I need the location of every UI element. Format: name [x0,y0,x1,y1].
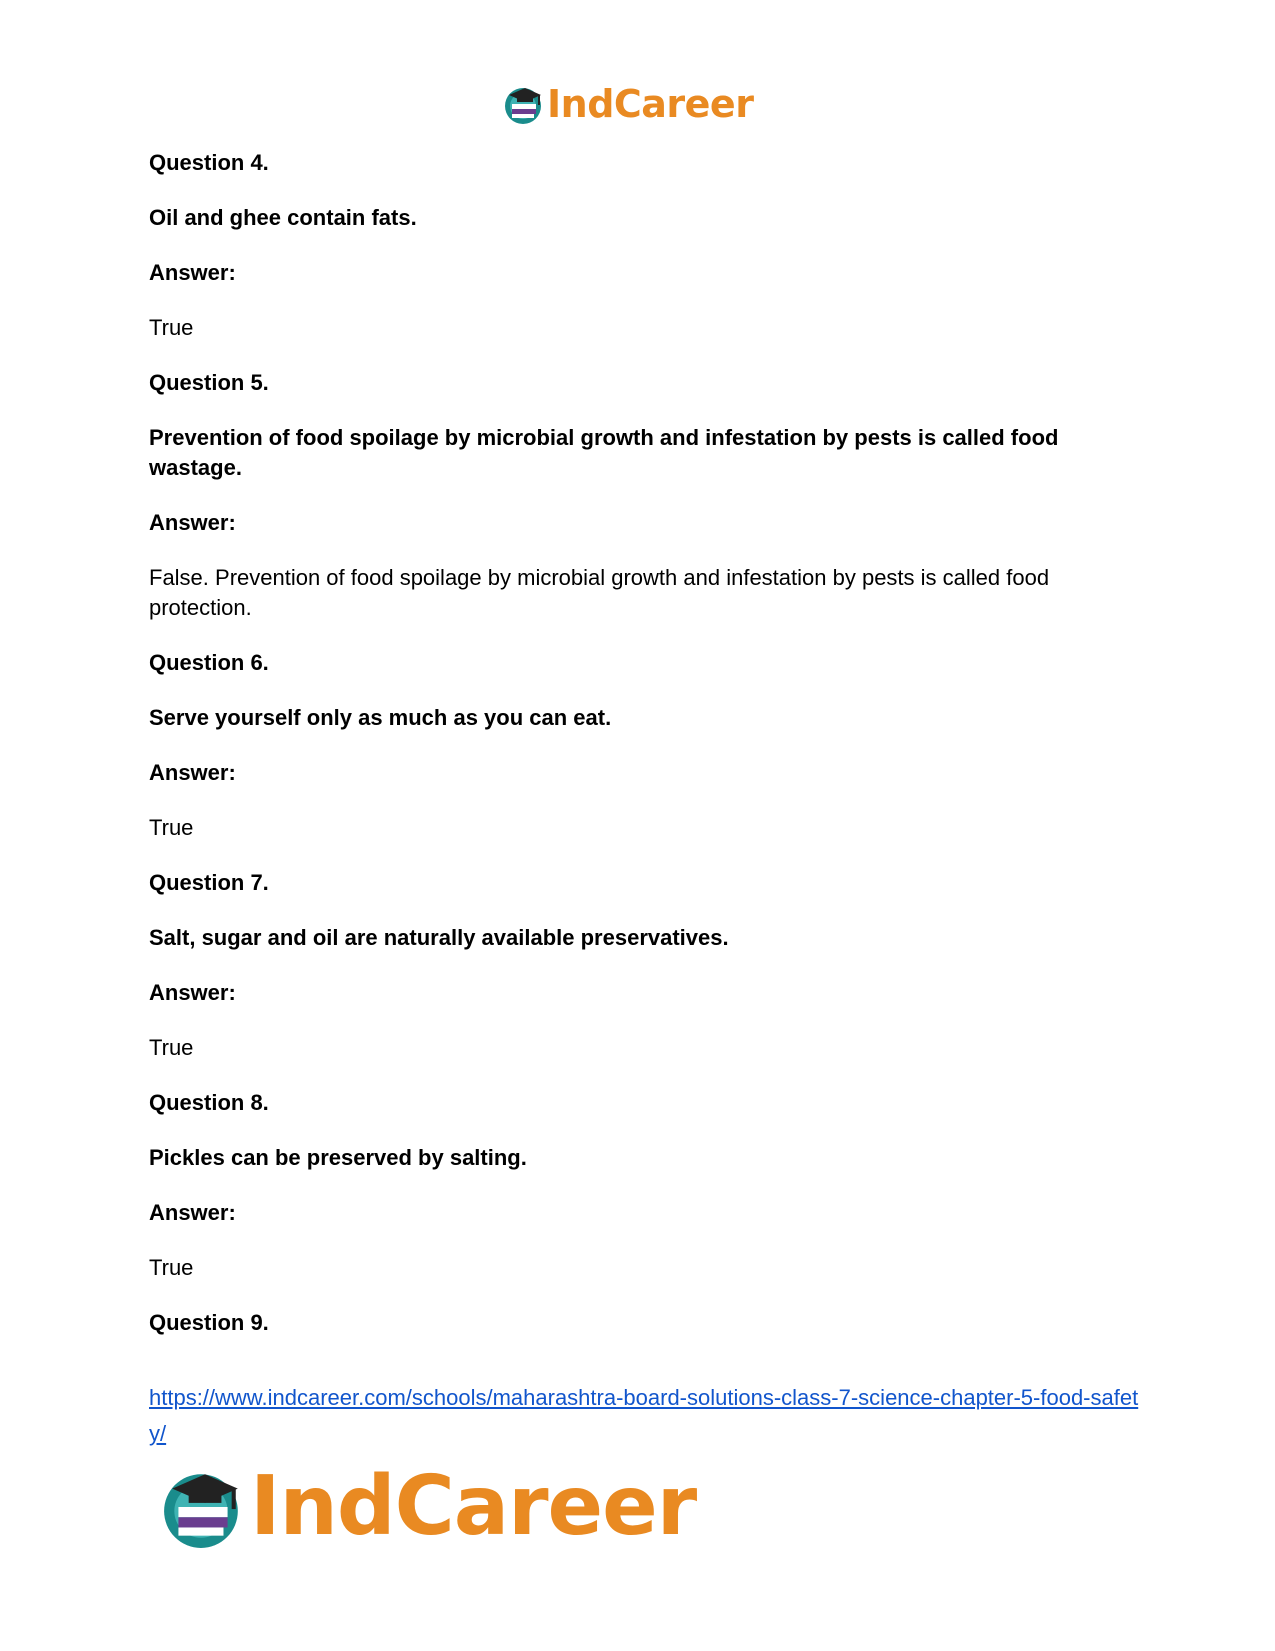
answer-text: True [149,315,194,340]
answer-text: True [149,1255,194,1280]
question-number: Question 8. [149,1090,269,1115]
answer-text: True [149,1035,194,1060]
answer-label: Answer: [149,1200,236,1225]
question-statement: Pickles can be preserved by salting. [149,1145,527,1170]
question-number: Question 7. [149,870,269,895]
footer-logo [160,1459,697,1554]
answer-label: Answer: [149,980,236,1005]
question-statement: Serve yourself only as much as you can eat. [149,705,612,730]
question-number: Question 4. [149,150,269,175]
footer-brand-name: IndCareer [250,1459,697,1554]
graduation-cap-logo-icon [160,1464,246,1550]
question-number: Question 9. [149,1310,269,1335]
answer-label: Answer: [149,760,236,785]
document-body [149,148,1139,1363]
answer-label: Answer: [149,510,236,535]
question-number: Question 6. [149,650,269,675]
question-statement: Salt, sugar and oil are naturally available preservatives. [149,925,729,950]
graduation-cap-logo-icon [503,83,545,125]
source-link[interactable]: https://www.indcareer.com/schools/maharashtra-board-solutions-class-7-science-chapter-5-food-safety/ [149,1385,1139,1446]
answer-text: True [149,815,194,840]
answer-label: Answer: [149,260,236,285]
answer-text: False. Prevention of food spoilage by microbial growth and infestation by pests is called food protection. [149,565,1050,620]
question-statement: Oil and ghee contain fats. [149,205,417,230]
question-statement: Prevention of food spoilage by microbial growth and infestation by pests is called food wastage. [149,425,1059,480]
header-logo [503,82,753,126]
question-number: Question 5. [149,370,269,395]
header-brand-name: IndCareer [547,82,754,126]
